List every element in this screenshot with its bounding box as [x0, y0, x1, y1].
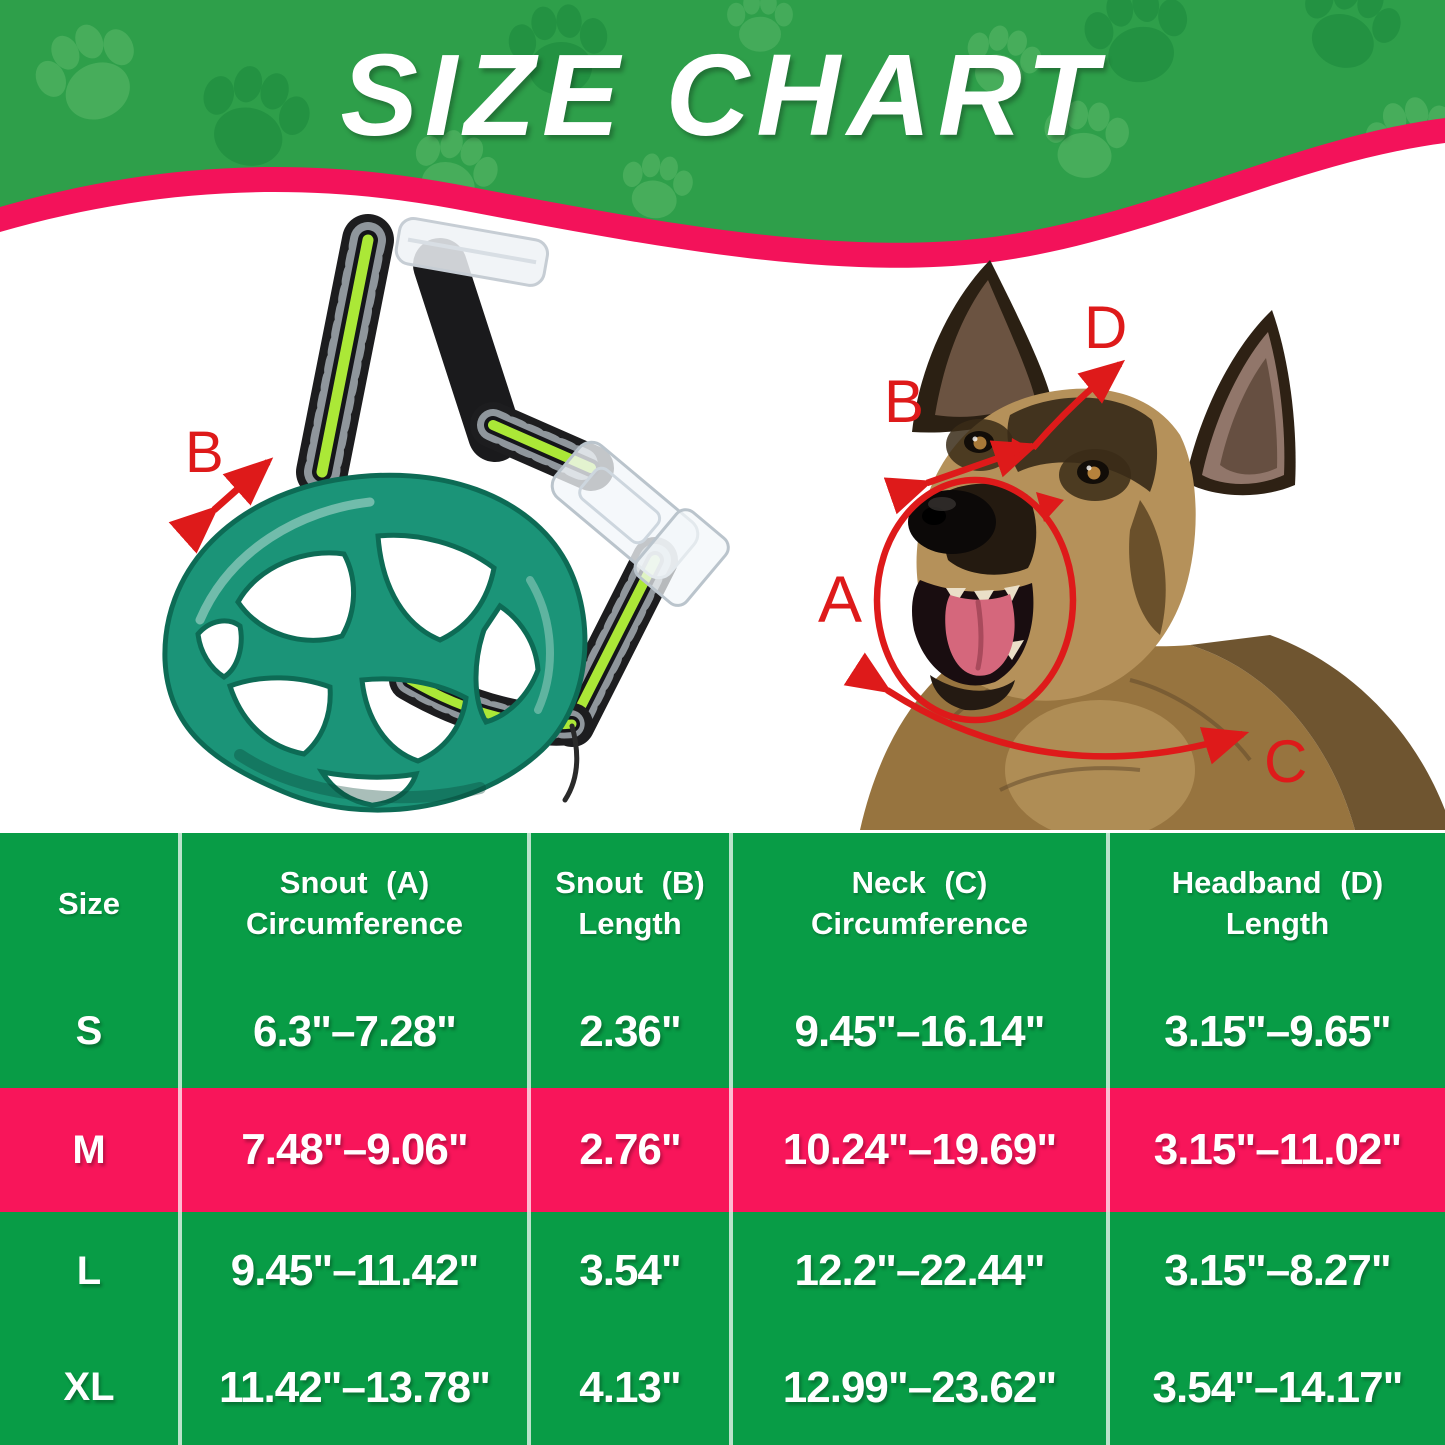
- table-cell: M: [72, 1127, 106, 1172]
- table-cell: 9.45"–11.42": [178, 1212, 527, 1330]
- header-headband-d: Headband (D) Length: [1106, 833, 1445, 975]
- table-cell: 3.15"–9.65": [1106, 975, 1445, 1088]
- table-cell: 6.3"–7.28": [178, 975, 527, 1088]
- table-cell: 3.54": [527, 1212, 729, 1330]
- table-header-row: [0, 833, 1445, 975]
- table-cell: 3.54"–14.17": [1106, 1330, 1445, 1445]
- header-size: Size: [57, 885, 121, 921]
- page-title: SIZE CHART: [340, 30, 1105, 160]
- dog-measurement-photo: [800, 250, 1445, 830]
- table-cell: 3.15"–11.02": [1106, 1088, 1445, 1212]
- table-cell: 9.45"–16.14": [729, 975, 1106, 1088]
- muzzle-product-photo: [110, 210, 920, 850]
- table-cell: 12.99"–23.62": [729, 1330, 1106, 1445]
- dog-illustration: [860, 260, 1445, 830]
- muzzle-basket: [165, 475, 585, 810]
- table-cell: 11.42"–13.78": [178, 1330, 527, 1445]
- table-cell: 4.13": [527, 1330, 729, 1445]
- muzzle-label-b: B: [185, 420, 224, 485]
- table-row-m-highlighted: [0, 1088, 1445, 1212]
- table-row-xl: [0, 1330, 1445, 1445]
- header-snout-a: Snout (A) Circumference: [178, 833, 527, 975]
- size-chart-table: [0, 833, 1445, 1445]
- table-cell: 10.24"–19.69": [729, 1088, 1106, 1212]
- table-cell: 2.36": [527, 975, 729, 1088]
- dog-label-b: B: [884, 368, 925, 435]
- dog-label-c: C: [1264, 728, 1308, 795]
- dog-label-d: D: [1084, 294, 1128, 361]
- table-row-s: [0, 975, 1445, 1088]
- table-cell: S: [75, 1009, 103, 1053]
- header-snout-b: Snout (B) Length: [527, 833, 729, 975]
- table-cell: 3.15"–8.27": [1106, 1212, 1445, 1330]
- header-neck-c: Neck (C) Circumference: [729, 833, 1106, 975]
- table-cell: 12.2"–22.44": [729, 1212, 1106, 1330]
- table-row-l: [0, 1212, 1445, 1330]
- table-cell: 2.76": [527, 1088, 729, 1212]
- table-cell: XL: [63, 1365, 115, 1409]
- table-cell: 7.48"–9.06": [178, 1088, 527, 1212]
- dog-label-a: A: [818, 562, 863, 636]
- table-cell: L: [76, 1248, 102, 1293]
